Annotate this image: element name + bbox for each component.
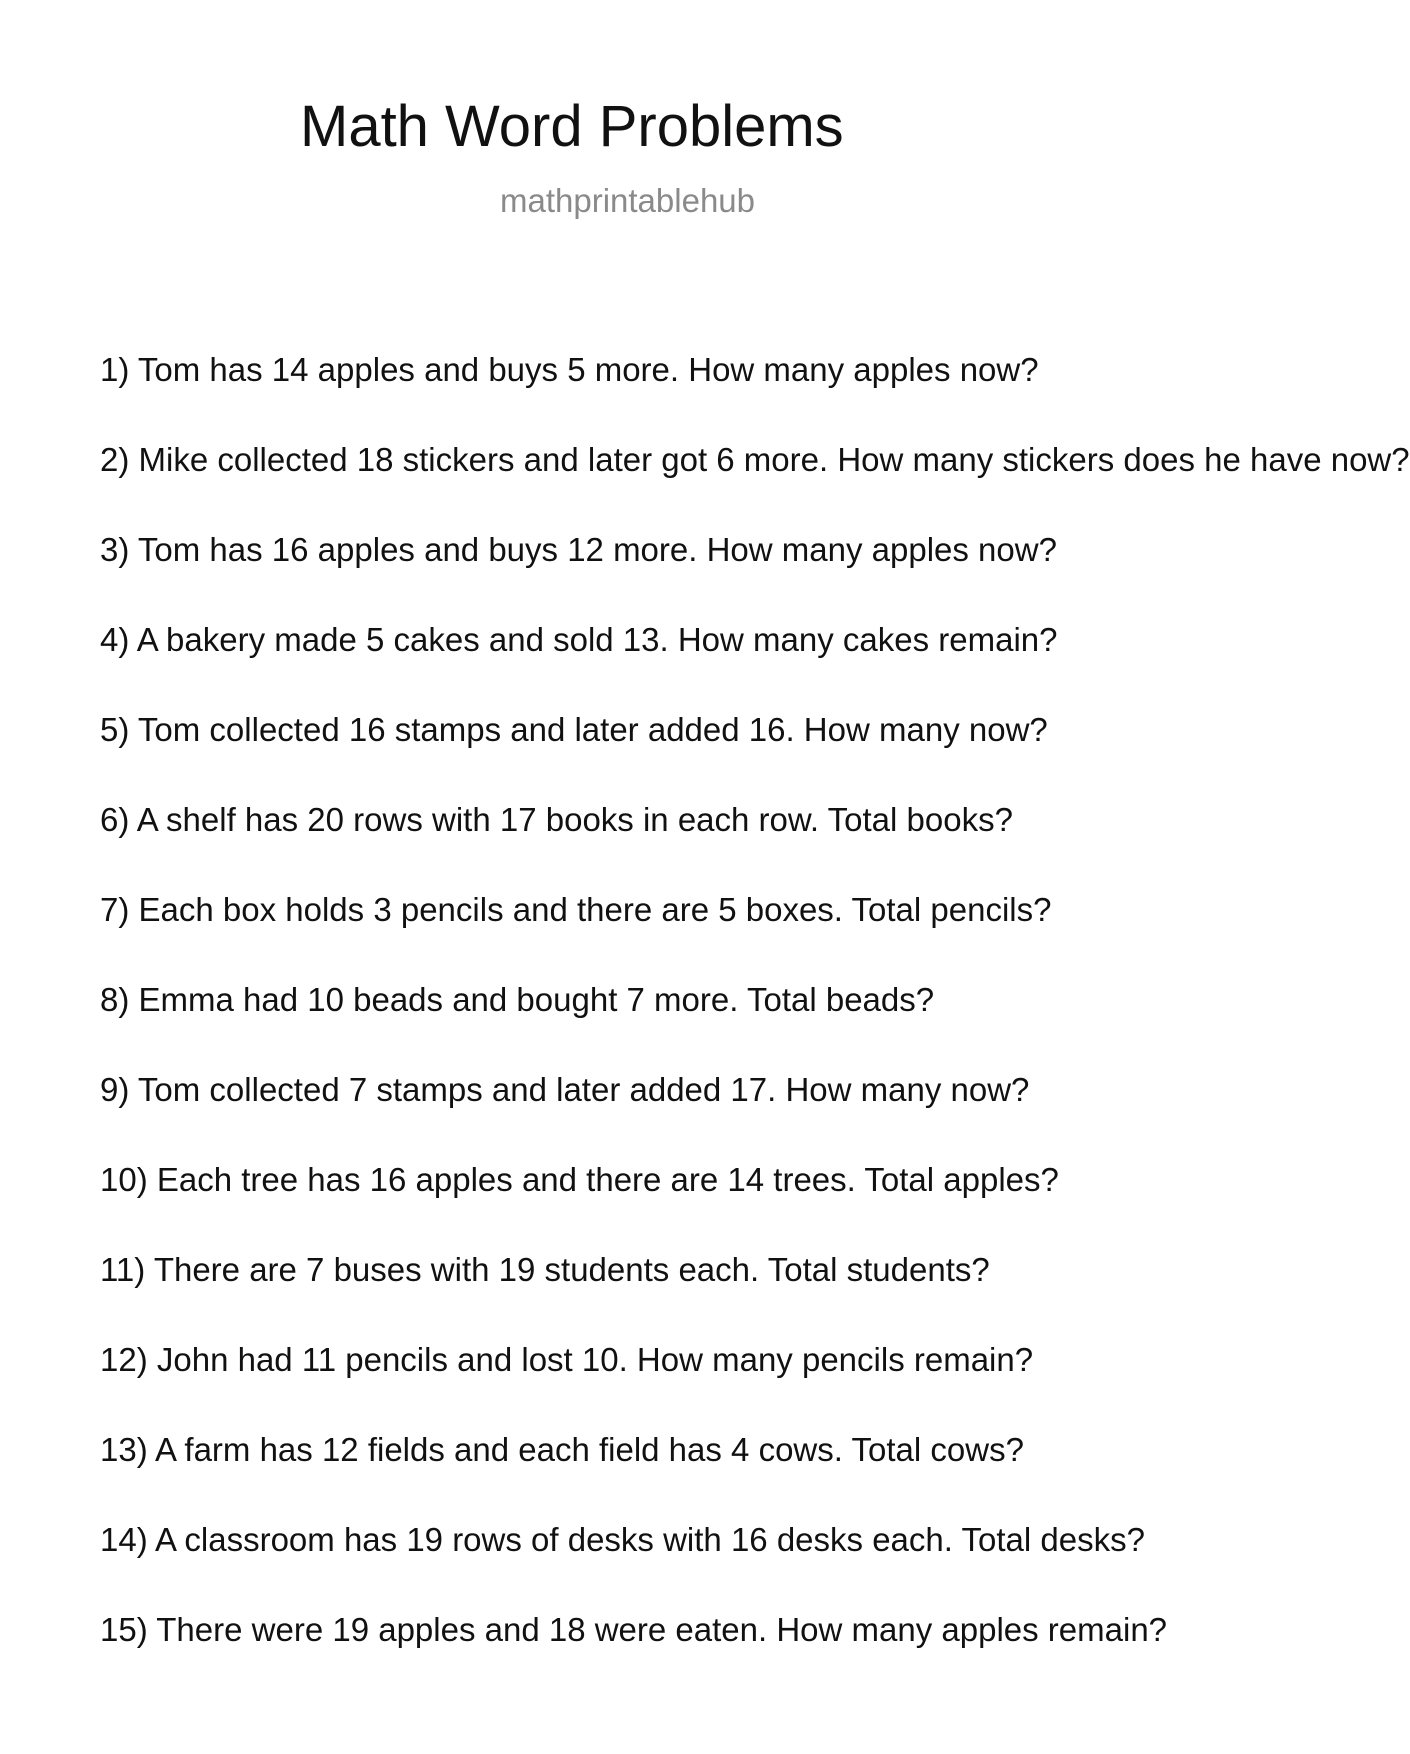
problem-item: 4) A bakery made 5 cakes and sold 13. How many cakes remain? xyxy=(100,621,1058,658)
problem-item: 8) Emma had 10 beads and bought 7 more. Total beads? xyxy=(100,981,935,1018)
problem-item: 9) Tom collected 7 stamps and later added 17. How many now? xyxy=(100,1071,1030,1108)
problem-item: 10) Each tree has 16 apples and there are 14 trees. Total apples? xyxy=(100,1161,1059,1198)
problem-item: 5) Tom collected 16 stamps and later added 16. How many now? xyxy=(100,711,1048,748)
problem-item: 3) Tom has 16 apples and buys 12 more. How many apples now? xyxy=(100,531,1057,568)
problem-item: 12) John had 11 pencils and lost 10. How many pencils remain? xyxy=(100,1341,1034,1378)
problem-item: 14) A classroom has 19 rows of desks with 16 desks each. Total desks? xyxy=(100,1521,1145,1558)
page-title: Math Word Problems xyxy=(300,94,844,159)
problem-item: 15) There were 19 apples and 18 were eaten. How many apples remain? xyxy=(100,1611,1168,1648)
problem-item: 13) A farm has 12 fields and each field has 4 cows. Total cows? xyxy=(100,1431,1024,1468)
problem-item: 1) Tom has 14 apples and buys 5 more. How many apples now? xyxy=(100,351,1039,388)
problem-item: 6) A shelf has 20 rows with 17 books in each row. Total books? xyxy=(100,801,1013,838)
problem-list xyxy=(100,350,1410,1700)
problem-item: 11) There are 7 buses with 19 students each. Total students? xyxy=(100,1251,990,1288)
page-subtitle: mathprintablehub xyxy=(500,182,756,219)
problem-item: 7) Each box holds 3 pencils and there are 5 boxes. Total pencils? xyxy=(100,891,1052,928)
problem-item: 2) Mike collected 18 stickers and later got 6 more. How many stickers does he have now? xyxy=(100,441,1410,478)
